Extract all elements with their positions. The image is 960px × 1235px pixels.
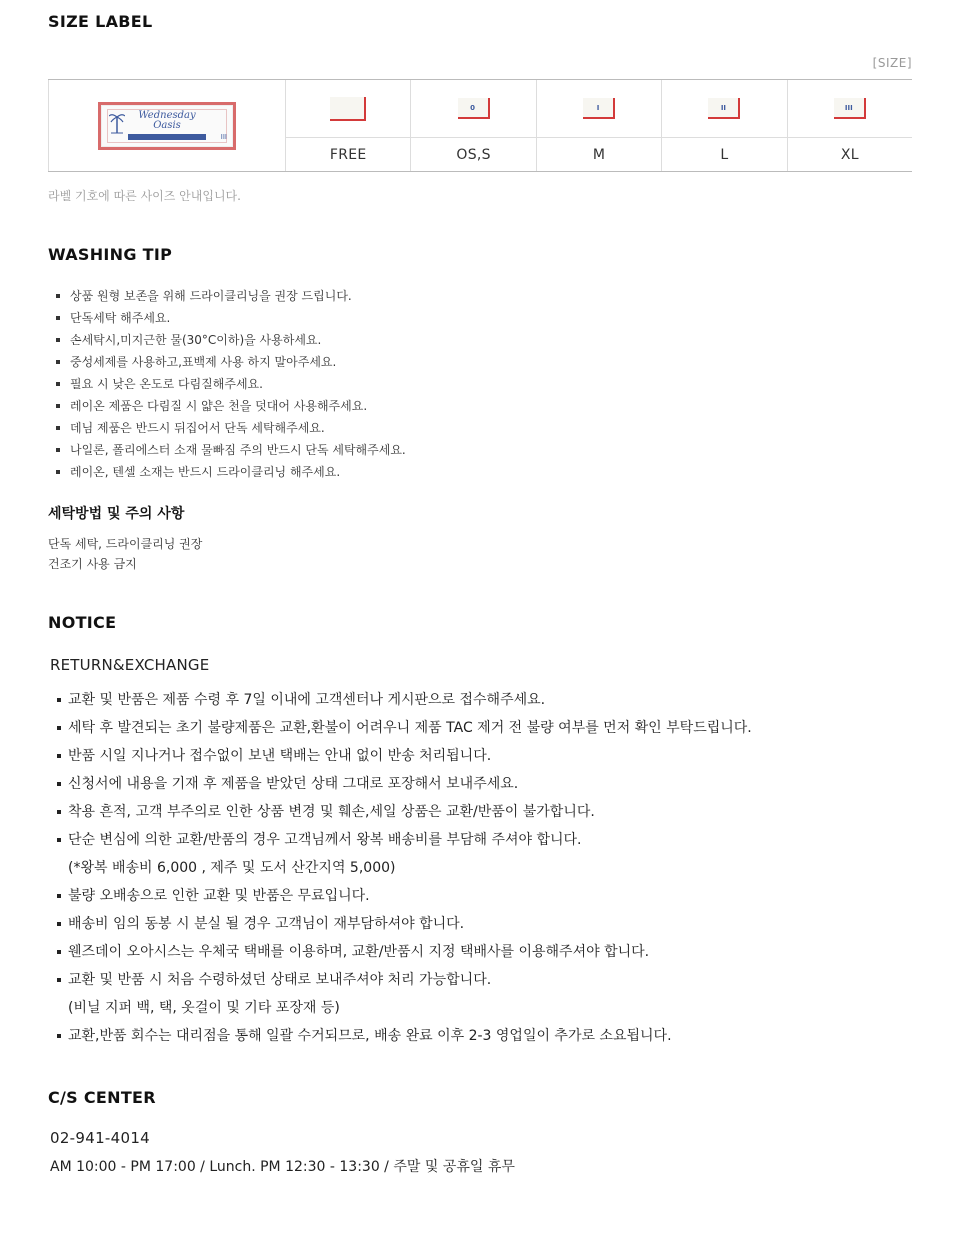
- list-item: 불량 오배송으로 인한 교환 및 반품은 무료입니다.: [56, 882, 752, 910]
- list-item: 교환 및 반품은 제품 수령 후 7일 이내에 고객센터나 게시판으로 접수해주세요.: [56, 686, 752, 714]
- list-item-continuation: (비닐 지퍼 백, 택, 옷걸이 및 기타 포장재 등): [68, 1000, 340, 1016]
- care-line: 건조기 사용 금지: [48, 557, 137, 571]
- list-item: 레이온, 텐셀 소재는 반드시 드라이클리닝 해주세요.: [56, 462, 406, 484]
- size-name: L: [720, 146, 729, 163]
- list-item: 필요 시 낮은 온도로 다림질해주세요.: [56, 374, 406, 396]
- brand-size-mark: III: [220, 132, 227, 141]
- size-tag-area: [411, 80, 535, 138]
- washing-tip-title: WASHING TIP: [48, 245, 173, 264]
- size-mini-tag: [330, 97, 366, 121]
- list-item: 반품 시일 지나거나 접수없이 보낸 택배는 안내 없이 반송 처리됩니다.: [56, 742, 752, 770]
- list-item: 나일론, 폴리에스터 소재 물빠짐 주의 반드시 단독 세탁해주세요.: [56, 440, 406, 462]
- size-column-xl: [788, 80, 912, 171]
- list-item: 단순 변심에 의한 교환/반품의 경우 고객님께서 왕복 배송비를 부담해 주셔야 합니다.: [56, 826, 752, 854]
- list-item-continuation: (*왕복 배송비 6,000 , 제주 및 도서 산간지역 5,000): [68, 860, 396, 876]
- return-exchange-title: RETURN&EXCHANGE: [50, 656, 210, 674]
- size-name: OS,S: [456, 146, 491, 163]
- size-column-free: [286, 80, 411, 171]
- cs-business-hours: AM 10:00 - PM 17:00 / Lunch. PM 12:30 - 13:30 / 주말 및 공휴일 휴무: [50, 1159, 515, 1175]
- brand-label-image: [98, 102, 236, 150]
- brand-label-inner: [107, 109, 227, 143]
- brand-label-bar: [128, 134, 206, 140]
- size-column-m: [537, 80, 662, 171]
- care-instructions-title: 세탁방법 및 주의 사항: [48, 506, 185, 522]
- cs-phone-number: 02-941-4014: [50, 1129, 151, 1147]
- size-name: M: [592, 146, 606, 163]
- list-item: 상품 원형 보존을 위해 드라이클리닝을 권장 드립니다.: [56, 286, 406, 308]
- size-name: FREE: [329, 146, 367, 163]
- brand-label-cell: [48, 80, 286, 171]
- brand-name-line2: Oasis: [153, 120, 181, 131]
- list-item: 교환,반품 회수는 대리점을 통해 일괄 수거되므로, 배송 완료 이후 2-3 영업일이 추가로 소요됩니다.: [56, 1022, 752, 1050]
- size-label-title: SIZE LABEL: [48, 12, 153, 31]
- size-tag-area: [537, 80, 661, 138]
- notice-title: NOTICE: [48, 613, 117, 632]
- size-column-l: [662, 80, 787, 171]
- care-instructions: [48, 534, 202, 574]
- size-table: [48, 79, 912, 172]
- care-line: 단독 세탁, 드라이클리닝 권장: [48, 537, 203, 551]
- list-item: 교환 및 반품 시 처음 수령하셨던 상태로 보내주셔야 처리 가능합니다.: [56, 966, 752, 994]
- size-column-os-s: [411, 80, 536, 171]
- brand-name-line1: Wednesday: [138, 110, 196, 121]
- cs-center-title: C/S CENTER: [48, 1088, 156, 1107]
- list-item: 단독세탁 해주세요.: [56, 308, 406, 330]
- size-mini-tag: 0: [458, 98, 490, 119]
- list-item: 레이온 제품은 다림질 시 얇은 천을 덧대어 사용해주세요.: [56, 396, 406, 418]
- washing-tip-list: [56, 286, 406, 484]
- list-item: 손세탁시,미지근한 물(30°C이하)을 사용하세요.: [56, 330, 406, 352]
- size-note: 라벨 기호에 따른 사이즈 안내입니다.: [48, 189, 241, 203]
- size-mini-tag: III: [834, 98, 866, 119]
- list-item: 배송비 임의 동봉 시 분실 될 경우 고객님이 재부담하셔야 합니다.: [56, 910, 752, 938]
- size-tag-area: [662, 80, 786, 138]
- list-item: 신청서에 내용을 기재 후 제품을 받았던 상태 그대로 포장해서 보내주세요.: [56, 770, 752, 798]
- size-tag-area: [788, 80, 912, 138]
- notice-list: [56, 686, 752, 1050]
- size-mini-tag: II: [708, 98, 740, 119]
- list-item: 중성세제를 사용하고,표백제 사용 하지 말아주세요.: [56, 352, 406, 374]
- list-item: 웬즈데이 오아시스는 우체국 택배를 이용하며, 교환/반품시 지정 택배사를 이용해주셔야 합니다.: [56, 938, 752, 966]
- list-item: 착용 흔적, 고객 부주의로 인한 상품 변경 및 훼손,세일 상품은 교환/반품이 불가합니다.: [56, 798, 752, 826]
- size-mini-tag: I: [583, 98, 615, 119]
- size-tag: [SIZE]: [872, 56, 912, 70]
- size-tag-area: [286, 80, 410, 138]
- size-name: XL: [840, 146, 859, 163]
- list-item: 데님 제품은 반드시 뒤집어서 단독 세탁해주세요.: [56, 418, 406, 440]
- list-item: 세탁 후 발견되는 초기 불량제품은 교환,환불이 어려우니 제품 TAC 제거 전 불량 여부를 먼저 확인 부탁드립니다.: [56, 714, 752, 742]
